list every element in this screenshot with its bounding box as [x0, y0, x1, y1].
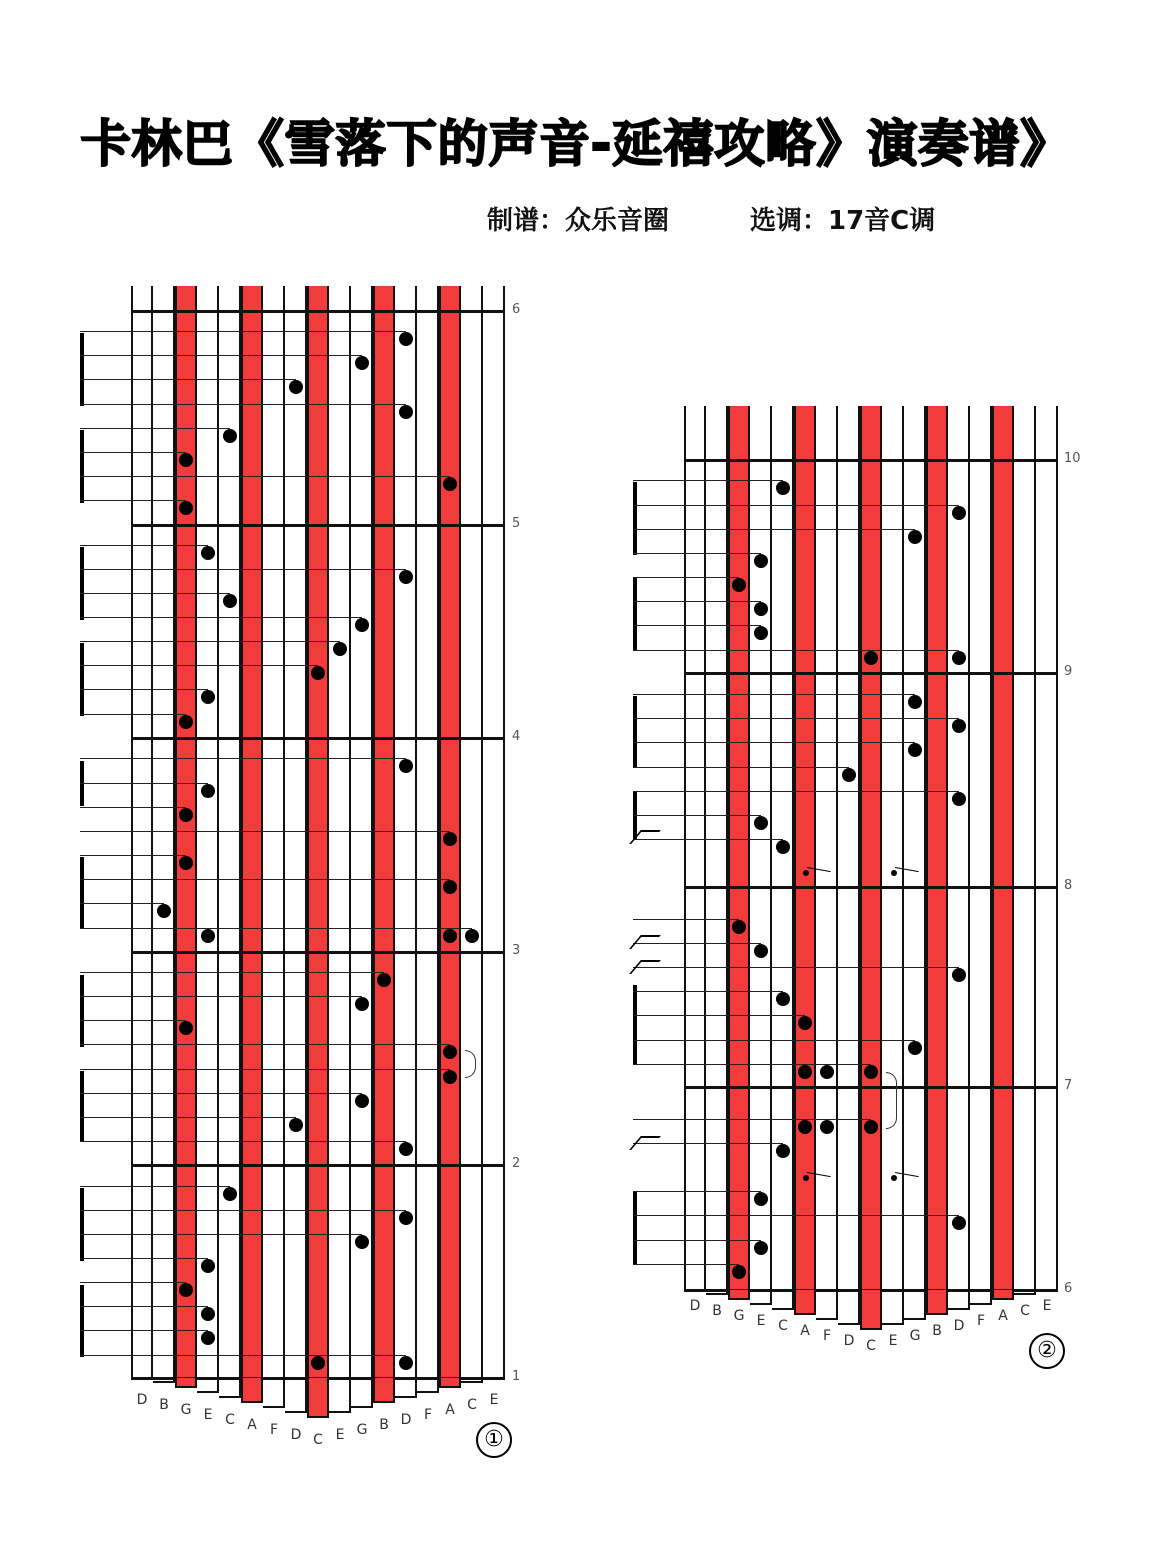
measure-bar-line	[131, 524, 505, 527]
tine-column-c	[461, 286, 483, 1378]
page-number-badge: ①	[476, 1422, 512, 1458]
note-c	[864, 1065, 878, 1079]
tie-mark	[886, 1072, 897, 1129]
note-c	[311, 1356, 325, 1370]
note-leader-line	[633, 1240, 761, 1241]
note-leader-line	[80, 879, 450, 880]
note-f	[820, 1120, 834, 1134]
note-leader-line	[80, 331, 406, 332]
tine-label: F	[822, 1328, 832, 1344]
note-leader-line	[80, 1258, 208, 1259]
note-leader-line	[633, 1040, 915, 1041]
tine-tip	[750, 1290, 772, 1305]
note-leader-line	[633, 577, 739, 578]
tine-label: G	[356, 1422, 368, 1438]
tine-column-c	[860, 406, 882, 1290]
note-d	[952, 792, 966, 806]
note-leader-line	[633, 553, 761, 554]
measure-number: 6	[1064, 1281, 1073, 1296]
tine-label: C	[467, 1397, 477, 1413]
note-leader-line	[80, 641, 340, 642]
tine-label: E	[1042, 1298, 1052, 1314]
tine-column-c	[307, 286, 329, 1378]
beam-bracket	[80, 643, 84, 716]
tine-column-b	[926, 406, 948, 1290]
measure-number: 6	[512, 302, 521, 317]
tine-tip	[395, 1378, 417, 1398]
tine-column-b	[153, 286, 175, 1378]
beam-bracket	[633, 985, 637, 1065]
note-e	[754, 554, 768, 568]
tine-column-g	[351, 286, 373, 1378]
tine-label: A	[998, 1308, 1008, 1324]
tine-column-c	[219, 286, 241, 1378]
beam-bracket	[80, 1285, 84, 1357]
note-d	[399, 1211, 413, 1225]
note-leader-line	[633, 601, 761, 602]
note-c	[776, 1144, 790, 1158]
note-leader-line	[633, 1015, 805, 1016]
note-e	[201, 1331, 215, 1345]
measure-number: 5	[512, 516, 521, 531]
note-a	[443, 832, 457, 846]
note-g	[179, 715, 193, 729]
note-leader-line	[633, 919, 739, 920]
beam-bracket	[80, 857, 84, 929]
tine-label: D	[400, 1412, 412, 1428]
note-a	[798, 1065, 812, 1079]
note-leader-line	[80, 996, 362, 997]
eighth-flag-icon	[629, 935, 661, 949]
note-g	[732, 920, 746, 934]
note-leader-line	[80, 1186, 230, 1187]
note-leader-line	[633, 650, 959, 651]
tine-label: C	[866, 1338, 876, 1354]
note-c	[223, 1187, 237, 1201]
tine-column-g	[728, 406, 750, 1290]
tine-column-d	[285, 286, 307, 1378]
note-g	[732, 578, 746, 592]
tine-tip	[373, 1378, 395, 1403]
note-leader-line	[633, 815, 761, 816]
note-d	[399, 332, 413, 346]
tine-tip	[926, 1290, 948, 1315]
tine-label: G	[909, 1328, 921, 1344]
tine-tip	[285, 1378, 307, 1413]
tine-label: D	[689, 1298, 701, 1314]
measure-bar-line	[684, 1086, 1058, 1089]
note-leader-line	[80, 1044, 450, 1045]
note-leader-line	[633, 967, 959, 968]
note-leader-line	[80, 404, 406, 405]
measure-number: 9	[1064, 664, 1073, 679]
eighth-rest-icon	[803, 1175, 809, 1181]
note-leader-line	[80, 903, 164, 904]
note-leader-line	[80, 1093, 362, 1094]
note-leader-line	[80, 1117, 296, 1118]
note-leader-line	[80, 1282, 186, 1283]
note-d	[399, 1356, 413, 1370]
note-leader-line	[80, 569, 406, 570]
tine-column-c	[1014, 406, 1036, 1290]
tine-label: C	[313, 1432, 323, 1448]
tine-tip	[860, 1290, 882, 1330]
tine-column-f	[970, 406, 992, 1290]
note-leader-line	[80, 689, 208, 690]
tine-column-b	[706, 406, 728, 1290]
note-leader-line	[633, 767, 849, 768]
tine-label: F	[976, 1313, 986, 1329]
beam-bracket	[633, 482, 637, 555]
tine-label: D	[843, 1333, 855, 1349]
tine-column-f	[417, 286, 439, 1378]
note-c	[776, 840, 790, 854]
note-c	[864, 651, 878, 665]
tine-label: A	[445, 1402, 455, 1418]
beam-bracket	[80, 333, 84, 406]
measure-bar-line	[684, 886, 1058, 889]
note-g	[355, 997, 369, 1011]
note-c	[223, 429, 237, 443]
measure-number: 8	[1064, 878, 1073, 893]
note-leader-line	[633, 1143, 783, 1144]
measure-bar-line	[131, 310, 505, 313]
tine-column-a	[794, 406, 816, 1290]
note-e	[201, 690, 215, 704]
eighth-rest-icon	[891, 870, 897, 876]
beam-bracket	[80, 1071, 84, 1141]
note-e	[201, 546, 215, 560]
tine-tip	[992, 1290, 1014, 1300]
note-leader-line	[80, 1234, 362, 1235]
note-g	[908, 695, 922, 709]
note-g	[355, 618, 369, 632]
key-label: 选调：17音C调	[750, 206, 936, 236]
note-g	[179, 1021, 193, 1035]
tine-column-e	[329, 286, 351, 1378]
note-g	[355, 1094, 369, 1108]
note-leader-line	[633, 1264, 739, 1265]
note-leader-line	[633, 1119, 871, 1120]
note-c	[864, 1120, 878, 1134]
note-leader-line	[80, 1069, 450, 1070]
note-leader-line	[80, 1210, 406, 1211]
note-e	[754, 1192, 768, 1206]
note-e	[754, 1241, 768, 1255]
note-leader-line	[633, 625, 761, 626]
tine-tip	[175, 1378, 197, 1388]
tine-label: C	[1020, 1303, 1030, 1319]
note-g	[179, 808, 193, 822]
beam-bracket	[633, 1192, 637, 1265]
tine-tip	[706, 1290, 728, 1295]
note-d	[842, 768, 856, 782]
tine-tip	[1014, 1290, 1036, 1295]
note-leader-line	[80, 928, 472, 929]
tine-tip	[131, 1378, 153, 1380]
tine-tip	[197, 1378, 219, 1393]
note-e	[201, 784, 215, 798]
tine-column-b	[373, 286, 395, 1378]
note-e	[754, 602, 768, 616]
note-leader-line	[80, 855, 186, 856]
note-c	[776, 481, 790, 495]
note-c	[311, 666, 325, 680]
beam-bracket	[80, 547, 84, 620]
note-leader-line	[80, 1355, 406, 1356]
note-a	[443, 929, 457, 943]
note-leader-line	[633, 529, 915, 530]
beam-bracket	[633, 792, 637, 840]
note-b	[157, 904, 171, 918]
note-g	[355, 1235, 369, 1249]
tine-label: G	[180, 1402, 192, 1418]
tine-column-d	[684, 406, 706, 1290]
note-leader-line	[80, 379, 296, 380]
tine-tip	[904, 1290, 926, 1320]
tine-tip	[838, 1290, 860, 1325]
measure-number: 2	[512, 1156, 521, 1171]
note-leader-line	[80, 783, 208, 784]
note-g	[179, 856, 193, 870]
note-g	[179, 453, 193, 467]
eighth-rest-icon	[803, 870, 809, 876]
measure-number: 1	[512, 1369, 521, 1384]
tine-label: B	[159, 1397, 169, 1413]
tine-tip	[263, 1378, 285, 1408]
tine-column-e	[197, 286, 219, 1378]
note-c	[776, 992, 790, 1006]
note-leader-line	[80, 831, 450, 832]
note-e	[754, 626, 768, 640]
eighth-rest-icon	[891, 1175, 897, 1181]
note-leader-line	[80, 593, 230, 594]
note-e	[754, 816, 768, 830]
tine-tip	[948, 1290, 970, 1310]
note-leader-line	[633, 505, 959, 506]
note-leader-line	[633, 742, 915, 743]
tine-tip	[439, 1378, 461, 1388]
tine-tip	[794, 1290, 816, 1315]
note-a	[443, 477, 457, 491]
note-leader-line	[633, 991, 783, 992]
note-leader-line	[80, 1141, 406, 1142]
tine-label: B	[712, 1303, 722, 1319]
beam-bracket	[80, 1188, 84, 1261]
measure-number: 10	[1064, 451, 1081, 466]
note-g	[732, 1265, 746, 1279]
tine-label: B	[932, 1323, 942, 1339]
note-a	[443, 880, 457, 894]
note-d	[399, 570, 413, 584]
measure-bar-line	[131, 737, 505, 740]
beam-bracket	[80, 975, 84, 1047]
tine-tip	[307, 1378, 329, 1418]
tine-tip	[970, 1290, 992, 1305]
tine-tip	[329, 1378, 351, 1413]
note-leader-line	[80, 545, 208, 546]
tine-column-f	[816, 406, 838, 1290]
tine-tip	[882, 1290, 904, 1325]
note-leader-line	[633, 1064, 871, 1065]
beam-bracket	[633, 578, 637, 651]
note-leader-line	[80, 1306, 208, 1307]
note-a	[798, 1016, 812, 1030]
note-e	[201, 1307, 215, 1321]
tine-column-a	[992, 406, 1014, 1290]
note-d	[289, 380, 303, 394]
note-g	[908, 743, 922, 757]
note-leader-line	[80, 665, 318, 666]
note-leader-line	[633, 694, 915, 695]
tine-tip	[772, 1290, 794, 1310]
tine-label: A	[247, 1417, 257, 1433]
note-leader-line	[633, 480, 783, 481]
note-leader-line	[633, 839, 783, 840]
measure-number: 7	[1064, 1078, 1073, 1093]
note-d	[952, 968, 966, 982]
note-leader-line	[633, 1215, 959, 1216]
tine-label: D	[953, 1318, 965, 1334]
note-e	[333, 642, 347, 656]
tine-label: B	[379, 1417, 389, 1433]
tine-label: A	[800, 1323, 810, 1339]
note-leader-line	[80, 1330, 208, 1331]
note-e	[201, 929, 215, 943]
tine-tip	[461, 1378, 483, 1383]
note-b	[377, 973, 391, 987]
note-g	[908, 1041, 922, 1055]
measure-bar-line	[684, 672, 1058, 675]
note-d	[289, 1118, 303, 1132]
tine-column-g	[175, 286, 197, 1378]
page-number-badge: ②	[1029, 1333, 1065, 1369]
tine-tip	[241, 1378, 263, 1403]
note-d	[399, 405, 413, 419]
tine-column-e	[1036, 406, 1058, 1290]
tine-column-a	[241, 286, 263, 1378]
note-leader-line	[633, 718, 959, 719]
tine-label: G	[733, 1308, 745, 1324]
tine-tip	[483, 1378, 505, 1380]
measure-bar-line	[131, 1164, 505, 1167]
note-g	[179, 501, 193, 515]
tine-label: E	[489, 1392, 499, 1408]
tine-label: C	[778, 1318, 788, 1334]
note-leader-line	[80, 758, 406, 759]
tine-label: E	[203, 1407, 213, 1423]
note-leader-line	[80, 500, 186, 501]
tine-tip	[153, 1378, 175, 1383]
note-leader-line	[80, 452, 186, 453]
note-leader-line	[633, 1191, 761, 1192]
tine-column-f	[263, 286, 285, 1378]
tine-label: C	[225, 1412, 235, 1428]
note-g	[179, 1283, 193, 1297]
note-leader-line	[80, 617, 362, 618]
note-leader-line	[80, 714, 186, 715]
tine-column-d	[838, 406, 860, 1290]
note-g	[908, 530, 922, 544]
note-d	[952, 506, 966, 520]
tine-label: D	[290, 1427, 302, 1443]
arranger-label: 制谱：众乐音圈	[487, 206, 670, 236]
tine-label: E	[888, 1333, 898, 1349]
note-d	[952, 1216, 966, 1230]
tine-column-d	[948, 406, 970, 1290]
tine-column-e	[750, 406, 772, 1290]
page-title: 卡林巴《雪落下的声音-延禧攻略》演奏谱》	[80, 115, 1072, 173]
measure-bar-line	[684, 459, 1058, 462]
note-leader-line	[80, 807, 186, 808]
note-d	[399, 759, 413, 773]
note-a	[798, 1120, 812, 1134]
tine-tip	[816, 1290, 838, 1320]
note-a	[443, 1070, 457, 1084]
note-leader-line	[633, 791, 959, 792]
tine-column-e	[483, 286, 505, 1378]
note-g	[355, 356, 369, 370]
tine-tip	[351, 1378, 373, 1408]
measure-bar-line	[131, 951, 505, 954]
tine-label: F	[269, 1422, 279, 1438]
tine-label: E	[756, 1313, 766, 1329]
note-d	[952, 651, 966, 665]
note-e	[754, 944, 768, 958]
note-e	[201, 1259, 215, 1273]
tine-label: E	[335, 1427, 345, 1443]
tine-label: D	[136, 1392, 148, 1408]
tine-column-d	[131, 286, 153, 1378]
note-a	[443, 1045, 457, 1059]
note-leader-line	[80, 1020, 186, 1021]
note-f	[820, 1065, 834, 1079]
beam-bracket	[80, 430, 84, 503]
tine-tip	[728, 1290, 750, 1300]
note-c	[465, 929, 479, 943]
beam-bracket	[633, 696, 637, 767]
tine-tip	[684, 1290, 706, 1292]
note-d	[952, 719, 966, 733]
tine-tip	[219, 1378, 241, 1398]
note-leader-line	[80, 476, 450, 477]
tine-label: F	[423, 1407, 433, 1423]
tine-tip	[417, 1378, 439, 1393]
tine-column-e	[882, 406, 904, 1290]
note-leader-line	[80, 972, 384, 973]
tine-tip	[1036, 1290, 1058, 1292]
note-d	[399, 1142, 413, 1156]
note-leader-line	[80, 428, 230, 429]
note-leader-line	[80, 355, 362, 356]
note-c	[223, 594, 237, 608]
measure-number: 4	[512, 729, 521, 744]
measure-number: 3	[512, 943, 521, 958]
